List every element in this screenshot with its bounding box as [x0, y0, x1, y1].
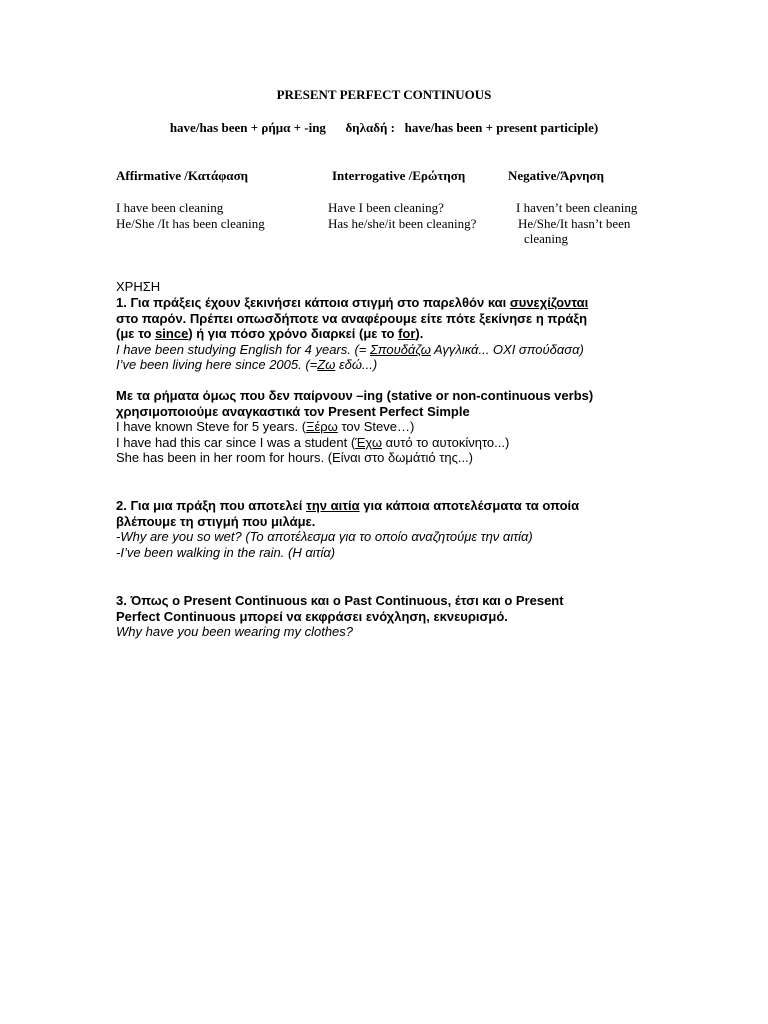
usage-paragraph-1: [116, 295, 588, 373]
p1-line-3-b: ) ή για πόσο χρόνο διαρκεί (με το: [188, 326, 399, 341]
p1-example-1-a: I have been studying English for 4 years. (=: [116, 341, 371, 357]
p3-line-1: 3. Όπως ο Present Continuous και ο Past Continuous, έτσι και ο Present: [116, 593, 564, 608]
p3-line-2: Perfect Continuous μπορεί να εκφράσει ενόχληση, εκνευρισμό.: [116, 608, 508, 624]
p1-example-2-underline: Ζω: [317, 357, 336, 372]
p1-underline-continue: συνεχίζονται: [509, 295, 589, 310]
p2-line-1: [116, 498, 579, 514]
p1-underline-for: for: [398, 326, 416, 341]
p2-example-2: -I’ve been walking in the rain. (Η αιτία): [116, 544, 336, 560]
interrogative-line-2: Has he/she/it been cleaning?: [328, 215, 477, 231]
p1-example-2-b: εδώ...): [335, 357, 378, 372]
p1-line-2: στο παρόν. Πρέπει οπωσδήποτε να αναφέρουμε είτε πότε ξεκίνησε η πράξη: [116, 310, 588, 326]
affirmative-line-2: He/She /It has been cleaning: [116, 215, 265, 231]
p1-line-3-c: ).: [415, 326, 424, 341]
negative-line-1: I haven’t been cleaning: [516, 200, 638, 215]
p2-example-1: -Why are you so wet? (Το αποτέλεσμα για το οποίο αναζητούμε την αιτία): [116, 529, 533, 544]
formula-part-3: have/has been + present participle): [404, 120, 599, 135]
stative-example-2-a: I have had this car since I was a student (: [116, 434, 356, 450]
p3-example-1: Why have you been wearing my clothes?: [116, 624, 354, 639]
usage-paragraph-3: [116, 593, 564, 640]
usage-paragraph-2: [116, 498, 579, 560]
p1-line-3: [116, 326, 588, 342]
p1-line-1-text: 1. Για πράξεις έχουν ξεκινήσει κάποια στιγμή στο παρελθόν και: [116, 295, 510, 310]
negative-column: [516, 200, 637, 247]
p1-example-2: [116, 357, 588, 373]
interrogative-column: [328, 200, 476, 231]
formula-part-2: δηλαδή :: [345, 120, 395, 135]
stative-example-3: She has been in her room for hours. (Είναι στο δωμάτιό της...): [116, 450, 474, 465]
affirmative-column: [116, 200, 265, 231]
formula-line: [0, 120, 768, 136]
p2-underline-cause: την αιτία: [306, 498, 360, 513]
p1-line-3-a: (με το: [116, 326, 156, 341]
negative-line-2: He/She/It hasn’t been: [518, 215, 631, 231]
p2-line-2: βλέπουμε τη στιγμή που μιλάμε.: [116, 513, 316, 529]
affirmative-line-1: I have been cleaning: [116, 200, 224, 215]
header-negative: Negative/Άρνηση: [508, 168, 604, 183]
stative-example-1-underline: Ξέρω: [306, 419, 338, 434]
stative-example-2-underline: Έχω: [355, 434, 383, 450]
stative-example-1: [116, 419, 593, 435]
p1-example-1: [116, 342, 588, 358]
negative-line-3: cleaning: [524, 231, 569, 246]
header-affirmative: Affirmative /Κατάφαση: [116, 168, 249, 183]
usage-heading: ΧΡΗΣΗ: [116, 279, 161, 294]
header-interrogative: Interrogative /Ερώτηση: [332, 168, 466, 183]
p1-underline-since: since: [155, 326, 189, 341]
stative-line-2: χρησιμοποιούμε αναγκαστικά τον Present Perfect Simple: [116, 403, 470, 419]
formula-part-1: have/has been + ρήμα + -ing: [169, 120, 326, 135]
p2-line-1-b: για κάποια αποτελέσματα τα οποία: [359, 498, 580, 513]
p1-example-1-underline: Σπουδάζω: [370, 341, 431, 357]
stative-example-1-b: τον Steve…): [337, 419, 415, 434]
p1-line-1: [116, 295, 588, 311]
page-title: PRESENT PERFECT CONTINUOUS: [276, 87, 492, 102]
p1-example-2-a: I’ve been living here since 2005. (=: [116, 357, 318, 372]
p1-example-1-b: Αγγλικά... ΟΧΙ σπούδασα): [430, 341, 584, 357]
interrogative-line-1: Have I been cleaning?: [328, 200, 444, 215]
stative-example-2: [116, 435, 593, 451]
p2-line-1-a: 2. Για μια πράξη που αποτελεί: [116, 498, 307, 513]
stative-line-1: Με τα ρήματα όμως που δεν παίρνουν –ing (stative or non-continuous verbs): [116, 388, 594, 403]
stative-paragraph: [116, 388, 593, 466]
stative-example-1-a: I have known Steve for 5 years. (: [116, 419, 307, 434]
stative-example-2-b: αυτό το αυτοκίνητο...): [382, 434, 510, 450]
